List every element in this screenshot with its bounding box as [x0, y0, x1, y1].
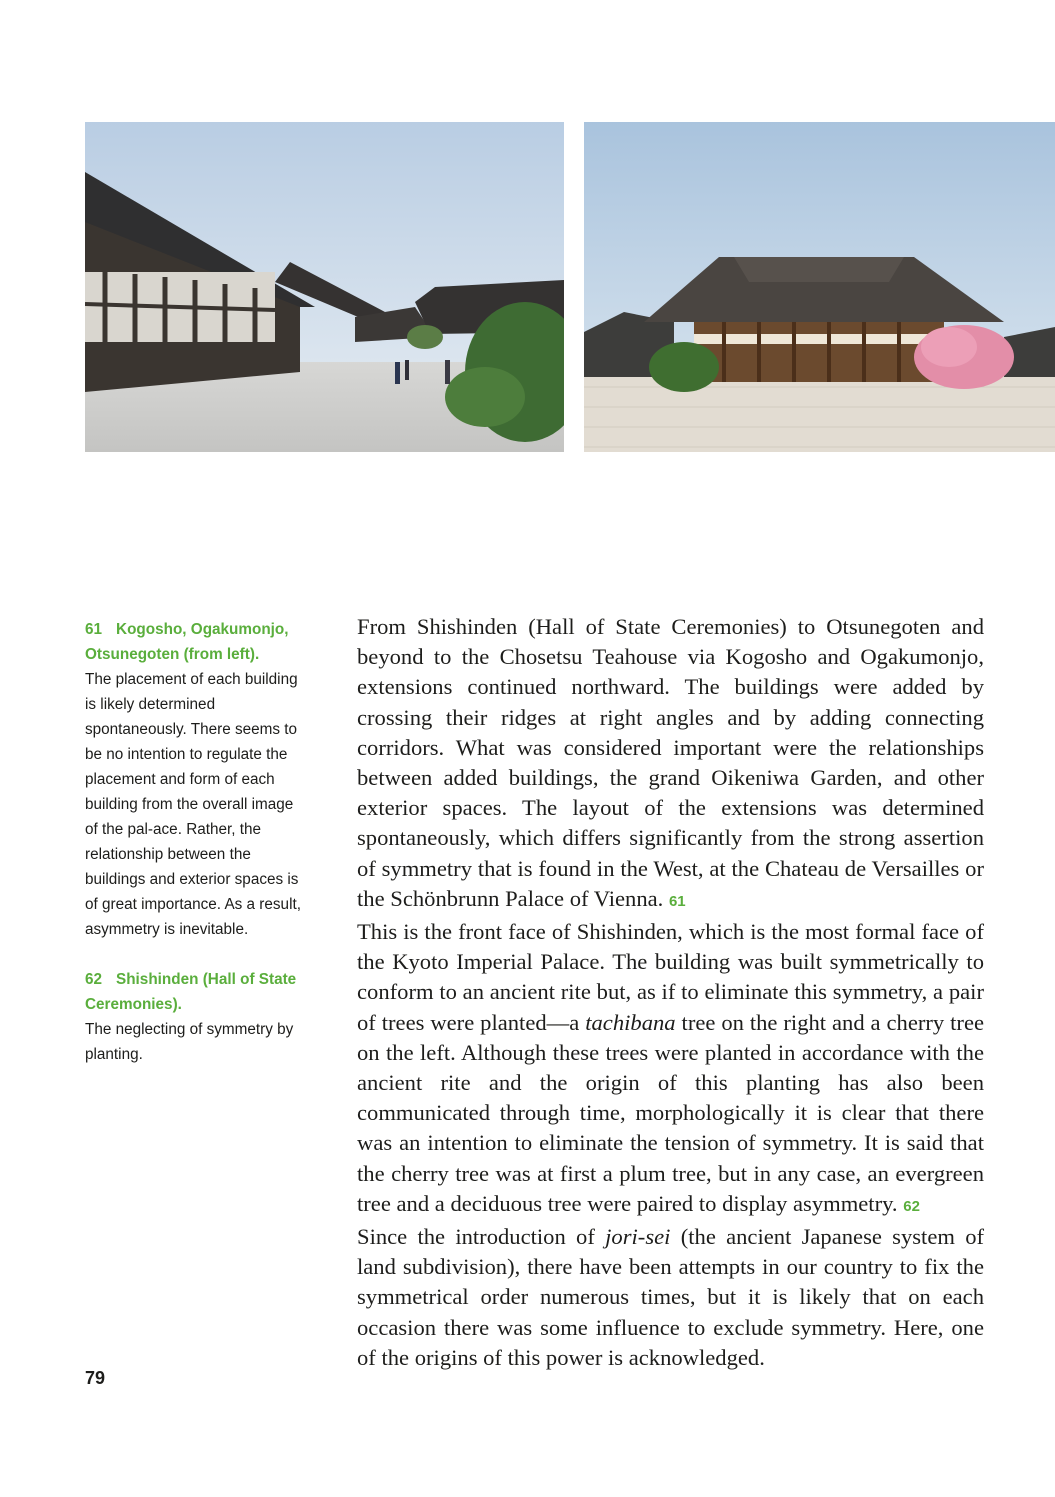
- caption-61: [85, 617, 305, 942]
- paragraph-3-text-a: Since the introduction of: [357, 1224, 595, 1250]
- paragraph-2-text-b: tree on the right and a cherry tree on the left. Although these trees were planted in accordance with the ancient rite and the origin of this planting has also been communicated through time, morphologically it is clear that there was an intention to eliminate the tension of symmetry. It is said that the cherry tree was at first a plum tree, but in any case, an evergreen tree and a deciduous tree were paired to display asymmetry.: [357, 1009, 984, 1216]
- paragraph-1: [357, 612, 984, 917]
- caption-column: [85, 617, 305, 1092]
- photo-shishinden: [584, 122, 1055, 452]
- caption-62: [85, 967, 305, 1067]
- paragraph-1-text: From Shishinden (Hall of State Ceremonies) to Otsunegoten and beyond to the Chosetsu Teahouse via Kogosho and Ogakumonjo, extensions continued northward. The buildings were added by crossing their ridges at right angles and by adding connecting corridors. What was considered important were the relationships between added buildings, the grand Oikeniwa Garden, and other exterior spaces. The layout of the extensions was determined spontaneously, which differs significantly from the strong assertion of symmetry that is found in the West, at the Chateau de Versailles or the Schönbrunn Palace of Vienna.: [357, 614, 984, 911]
- caption-62-number: 62: [85, 971, 103, 988]
- caption-61-title: Kogosho, Ogakumonjo, Otsunegoten (from left).: [85, 621, 289, 663]
- figure-ref-61: 61: [668, 892, 686, 910]
- page-number: 79: [85, 1368, 106, 1388]
- caption-62-body: The neglecting of symmetry by planting.: [85, 1021, 294, 1063]
- paragraph-3-text-b: (the ancient Japanese system of land subdivision), there have been attempts in our country to fix the symmetrical order numerous times, but it is likely that on each occasion there was some influence to exclude symmetry. Here, one of the origins of this power is acknowledged.: [357, 1224, 985, 1370]
- figure-ref-62: 62: [903, 1197, 920, 1215]
- paragraph-2-text-a: This is the front face of Shishinden, which is the most formal face of the Kyoto Imperial Palace. The building was built symmetrically to conform to an ancient rite but, as if to eliminate this symmetry, a pair of trees were planted—a: [357, 919, 984, 1035]
- paragraph-2: [357, 917, 984, 1222]
- caption-62-heading: [85, 967, 305, 1017]
- term-jori-sei: jori-sei: [605, 1224, 671, 1250]
- caption-61-heading: [85, 617, 305, 667]
- caption-61-number: 61: [85, 621, 103, 638]
- photo-kogosho-ogakumonjo-otsunegoten: [85, 122, 564, 452]
- term-tachibana: tachibana: [585, 1009, 676, 1035]
- body-text: [357, 612, 984, 1373]
- caption-61-body: The placement of each building is likely determined spontaneously. There seems to be no intention to regulate the placement and form of each building from the overall image of the pal-ace. Rather, the relationship between the buildings and exterior spaces is of great importance. As a result, asymmetry is inevitable.: [85, 671, 301, 938]
- paragraph-3: [357, 1222, 984, 1373]
- caption-62-title: Shishinden (Hall of State Ceremonies).: [85, 971, 297, 1013]
